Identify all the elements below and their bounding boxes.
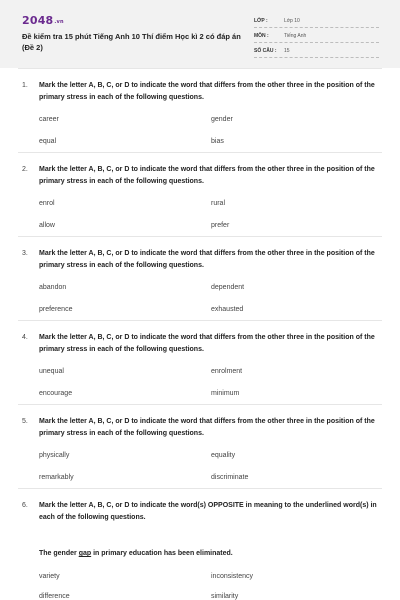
option-b[interactable]: equality <box>211 452 236 459</box>
meta-count-value: 15 <box>284 48 290 54</box>
logo-suffix: .vn <box>54 19 64 25</box>
option-c[interactable]: encourage <box>39 390 73 397</box>
option-b[interactable]: dependent <box>211 284 245 291</box>
meta-class-label: LỚP : <box>254 18 268 24</box>
meta-subject-value: Tiếng Anh <box>284 33 307 39</box>
question-number: 6. <box>22 502 28 509</box>
question-passage <box>39 550 233 557</box>
question-text: Mark the letter A, B, C, or D to indicate the word that differs from the other three in the position of the primary stress in each of the following questions. <box>39 334 375 353</box>
option-b[interactable]: gender <box>211 116 233 123</box>
logo-text: 2048 <box>22 14 54 27</box>
option-b[interactable]: enrolment <box>211 368 243 375</box>
option-a[interactable]: enrol <box>39 200 55 207</box>
option-c[interactable]: equal <box>39 138 57 145</box>
option-c[interactable]: difference <box>39 593 70 600</box>
question-number: 1. <box>22 82 28 89</box>
option-d[interactable]: bias <box>211 138 224 145</box>
question-number: 3. <box>22 250 28 257</box>
divider <box>18 320 382 321</box>
option-d[interactable]: exhausted <box>211 306 244 313</box>
underlined-word: gap <box>78 550 92 557</box>
question-text: Mark the letter A, B, C, or D to indicate the word that differs from the other three in the position of the primary stress in each of the following questions. <box>39 418 375 437</box>
exam-title: Đề kiểm tra 15 phút Tiếng Anh 10 Thí điểm Học kì 2 có đáp án (Đề 2) <box>22 32 241 52</box>
option-c[interactable]: remarkably <box>39 474 74 481</box>
divider <box>18 236 382 237</box>
passage-before: The gender <box>39 550 79 557</box>
question-text: Mark the letter A, B, C, or D to indicate the word that differs from the other three in the position of the primary stress in each of the following questions. <box>39 82 375 101</box>
option-d[interactable]: similarity <box>211 593 239 600</box>
option-a[interactable]: unequal <box>39 368 64 375</box>
meta-count-label: SỐ CÂU : <box>254 48 277 54</box>
option-c[interactable]: allow <box>39 222 55 229</box>
option-c[interactable]: preference <box>39 306 73 313</box>
option-a[interactable]: physically <box>39 452 70 459</box>
divider <box>18 404 382 405</box>
question-text: Mark the letter A, B, C, or D to indicate the word(s) OPPOSITE in meaning to the underlined word(s) in each of the following questions. <box>39 502 377 521</box>
site-logo[interactable] <box>22 14 64 27</box>
meta-subject-label: MÔN : <box>254 33 269 39</box>
divider <box>18 488 382 489</box>
option-b[interactable]: inconsistency <box>211 573 254 580</box>
option-a[interactable]: abandon <box>39 284 67 291</box>
meta-question-count <box>254 45 379 58</box>
meta-class-value: Lớp 10 <box>284 18 300 24</box>
option-d[interactable]: prefer <box>211 222 230 229</box>
meta-subject <box>254 30 379 43</box>
divider <box>18 68 382 69</box>
page-header <box>0 0 400 68</box>
passage-after: in primary education has been eliminated. <box>91 550 233 557</box>
option-d[interactable]: discriminate <box>211 474 249 481</box>
question-number: 4. <box>22 334 28 341</box>
option-a[interactable]: variety <box>39 573 60 580</box>
meta-class <box>254 15 379 28</box>
question-text: Mark the letter A, B, C, or D to indicate the word that differs from the other three in the position of the primary stress in each of the following questions. <box>39 250 375 269</box>
question-number: 2. <box>22 166 28 173</box>
option-a[interactable]: career <box>39 116 59 123</box>
option-b[interactable]: rural <box>211 200 226 207</box>
divider <box>18 152 382 153</box>
question-text: Mark the letter A, B, C, or D to indicate the word that differs from the other three in the position of the primary stress in each of the following questions. <box>39 166 375 185</box>
option-d[interactable]: minimum <box>211 390 240 397</box>
question-number: 5. <box>22 418 28 425</box>
